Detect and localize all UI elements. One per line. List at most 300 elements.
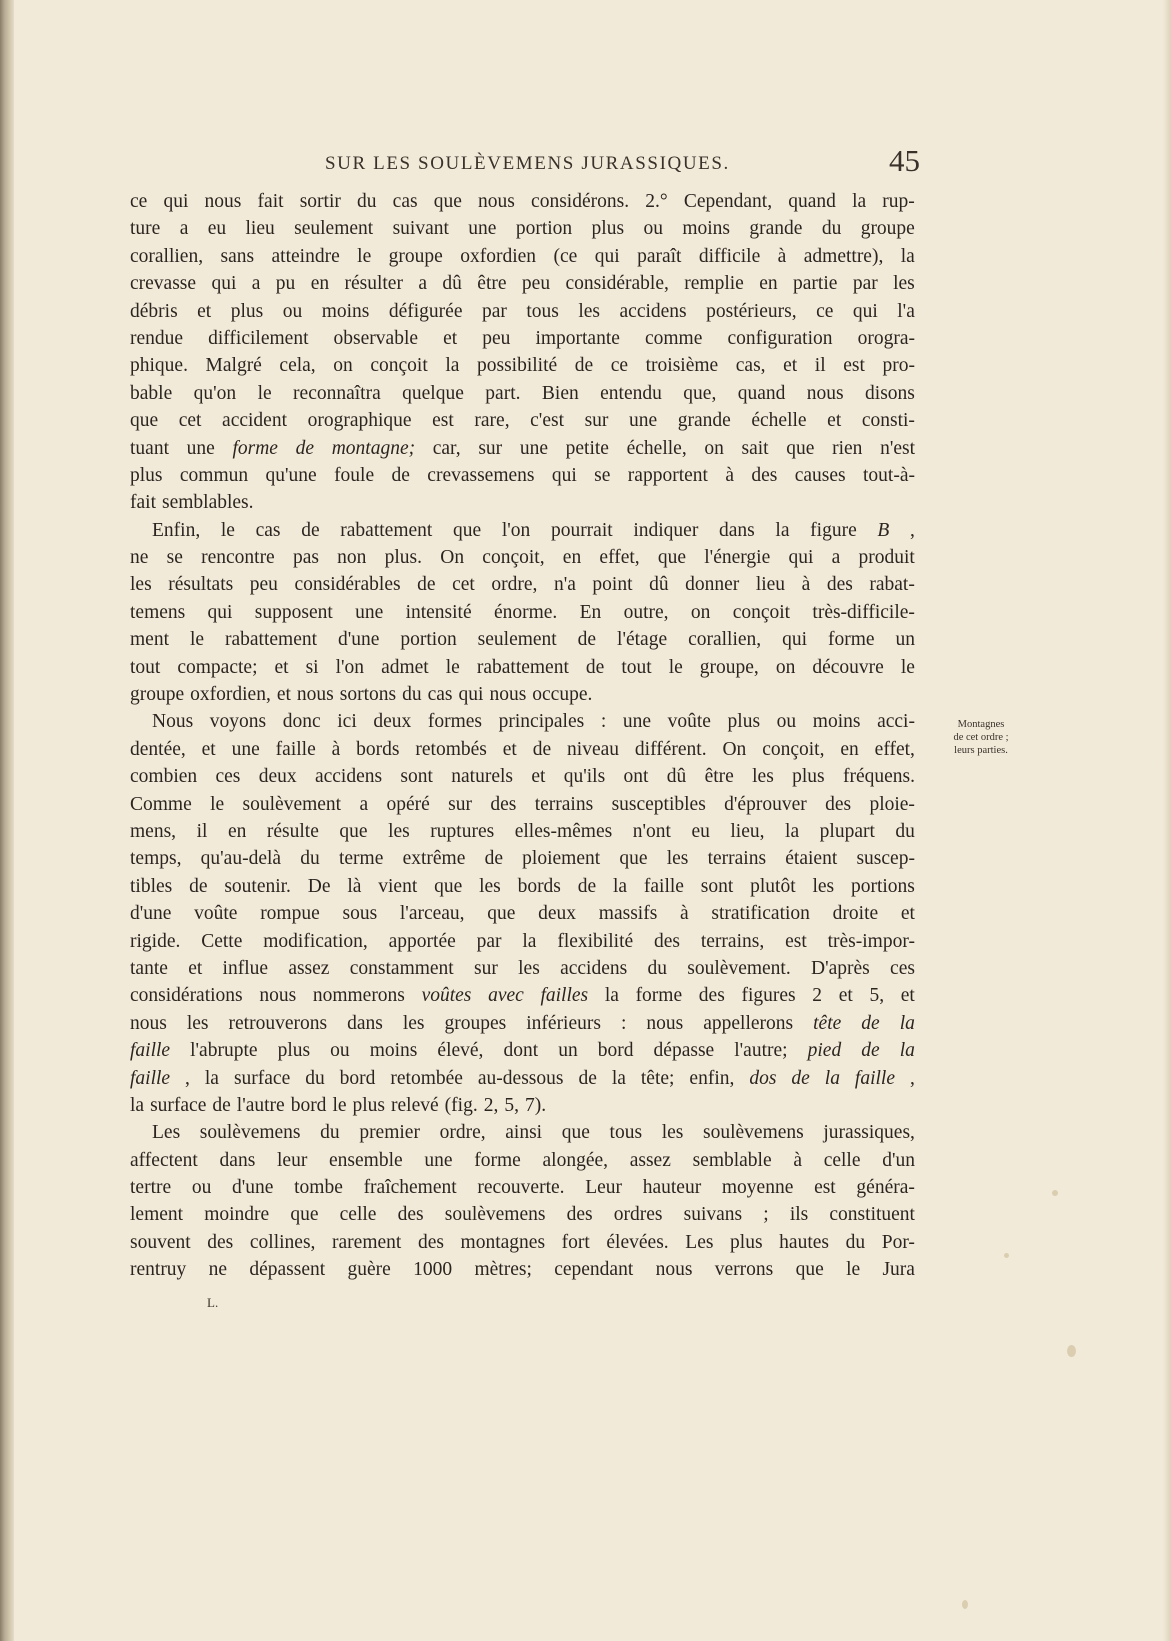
- word: ordre,: [439, 1122, 486, 1144]
- word: n'a: [553, 574, 576, 596]
- word: à: [777, 245, 787, 267]
- word: principales: [498, 711, 585, 733]
- word: peu: [521, 273, 551, 295]
- word: les: [388, 820, 410, 842]
- word: généra-: [856, 1177, 915, 1199]
- word: rencontre: [201, 547, 275, 569]
- word: atteindre: [271, 245, 340, 267]
- word: moindre: [204, 1204, 270, 1226]
- word: de: [861, 1040, 880, 1062]
- word: ce: [816, 300, 834, 322]
- word: pourrait: [550, 519, 613, 541]
- word: ont: [623, 766, 649, 788]
- word: 2: [812, 985, 823, 1007]
- word: peu: [482, 327, 511, 349]
- word: découvre: [812, 656, 884, 678]
- word: les: [893, 273, 915, 295]
- word: moyenne: [721, 1177, 794, 1199]
- word: Malgré: [205, 355, 262, 377]
- word: entendu: [600, 382, 662, 404]
- word: que,: [683, 382, 717, 404]
- word: accidens: [314, 766, 383, 788]
- word: oxfordien,: [190, 684, 271, 706]
- word: constituent: [829, 1204, 915, 1226]
- word: a: [831, 547, 841, 569]
- word: de: [189, 875, 208, 897]
- word: En: [579, 601, 602, 623]
- word: ici: [337, 711, 357, 733]
- word: opéré: [386, 793, 430, 815]
- word: conçoit,: [762, 738, 825, 760]
- word: qui: [782, 629, 808, 651]
- word: ou: [191, 1177, 212, 1199]
- word: au-dessous: [477, 1067, 564, 1089]
- word: mens,: [130, 820, 177, 842]
- word: les: [518, 957, 540, 979]
- word: oxfordien: [460, 245, 537, 267]
- word: et: [274, 656, 289, 678]
- word: n'est: [880, 437, 915, 459]
- word: outre,: [623, 601, 669, 623]
- word: l'on: [501, 519, 531, 541]
- word: défigurée: [388, 300, 463, 322]
- word: une: [622, 711, 651, 733]
- word: dépasse: [653, 1040, 715, 1062]
- word: des: [397, 1204, 424, 1226]
- word: considérons.: [531, 191, 630, 212]
- word: ;: [763, 1204, 769, 1226]
- word: cas: [392, 191, 418, 212]
- word: du: [402, 684, 422, 706]
- text-line: [130, 188, 920, 215]
- word: mètres;: [474, 1259, 532, 1281]
- word: D'après: [811, 957, 870, 979]
- word: deux: [373, 711, 412, 733]
- word: supposent: [254, 601, 333, 623]
- word: ensemble: [329, 1149, 403, 1171]
- word: d'un: [882, 1149, 915, 1171]
- word: cet: [452, 574, 475, 596]
- word: considérations: [130, 985, 243, 1007]
- word: bords: [356, 738, 400, 760]
- word: sont: [400, 766, 433, 788]
- word: la: [899, 1040, 915, 1062]
- word: le: [210, 793, 225, 815]
- word: résulte: [266, 820, 319, 842]
- word: que: [795, 1259, 824, 1281]
- word: retrouverons: [228, 1012, 328, 1034]
- word: assez: [288, 957, 330, 979]
- word: pas: [292, 547, 319, 569]
- word: configuration: [727, 327, 833, 349]
- word: sur: [584, 410, 609, 432]
- word: l'étage: [617, 629, 668, 651]
- word: à: [793, 1149, 802, 1171]
- word: des: [825, 793, 852, 815]
- word: la: [612, 875, 628, 897]
- word: 7).: [524, 1094, 547, 1116]
- word: on: [704, 437, 724, 459]
- word: portions: [850, 875, 915, 897]
- word: forme: [827, 629, 875, 651]
- word: que: [433, 191, 462, 212]
- word: la: [852, 191, 867, 212]
- word: l'énergie: [704, 547, 771, 569]
- word: rabattement: [224, 629, 318, 651]
- word: postérieurs,: [706, 300, 797, 322]
- word: le: [332, 1094, 347, 1116]
- word: faille: [130, 1040, 171, 1062]
- word: faille: [643, 875, 684, 897]
- word: une: [519, 437, 548, 459]
- word: deux: [538, 903, 577, 925]
- word: des: [654, 930, 680, 952]
- text-line: [130, 298, 920, 325]
- word: Cependant,: [683, 191, 773, 212]
- word: sur: [448, 793, 472, 815]
- word: rare,: [474, 410, 510, 432]
- word: collines,: [249, 1231, 316, 1253]
- word: plus.: [384, 547, 423, 569]
- word: à: [725, 464, 734, 486]
- word: retombée: [390, 1067, 463, 1089]
- word: rigide.: [130, 930, 181, 952]
- text-line: [130, 215, 920, 242]
- word: une: [629, 410, 658, 432]
- text-line: [130, 380, 920, 407]
- word: moins: [321, 300, 370, 322]
- word: donner: [685, 574, 740, 596]
- word: leur: [277, 1149, 308, 1171]
- word: non: [337, 547, 367, 569]
- word: part.: [485, 382, 521, 404]
- word: a: [179, 218, 189, 240]
- text-line: [130, 845, 920, 872]
- margin-note-line: leurs parties.: [954, 745, 1008, 756]
- word: indiquer: [633, 519, 699, 541]
- text-line: [130, 1092, 920, 1119]
- word: a: [251, 273, 261, 295]
- word: de: [417, 574, 436, 596]
- word: les: [402, 1012, 425, 1034]
- word: tout-à-: [863, 464, 915, 486]
- word: sortons: [339, 684, 397, 706]
- word: dans: [219, 1149, 256, 1171]
- word: la: [824, 1067, 840, 1089]
- word: niveau: [567, 738, 620, 760]
- word: bord: [339, 1067, 376, 1089]
- word: échelle,: [626, 437, 687, 459]
- text-line: [130, 1201, 920, 1228]
- word: le: [900, 656, 915, 678]
- word: disons: [865, 382, 915, 404]
- word: ,: [185, 1067, 190, 1089]
- word: moins: [369, 1040, 418, 1062]
- word: par: [476, 930, 502, 952]
- word: partie: [793, 273, 838, 295]
- word: très-difficile-: [812, 601, 915, 623]
- text-line: [130, 1174, 920, 1201]
- word: le: [220, 519, 235, 541]
- word: crevasse: [130, 273, 197, 295]
- word: 2.°: [645, 191, 668, 212]
- word: que: [487, 903, 516, 925]
- word: échelle: [751, 410, 807, 432]
- word: par: [852, 273, 878, 295]
- word: bable: [130, 382, 173, 404]
- word: la: [611, 1067, 626, 1089]
- word: modification,: [263, 930, 368, 952]
- word: ou: [776, 711, 797, 733]
- word: de: [301, 519, 320, 541]
- word: portion: [400, 629, 457, 651]
- text-line: [130, 462, 920, 489]
- word: (fig.: [444, 1094, 478, 1116]
- word: influe: [222, 957, 269, 979]
- word: les: [130, 574, 152, 596]
- word: les: [666, 848, 689, 870]
- margin-note-line: de cet ordre ;: [953, 732, 1009, 743]
- word: débris: [130, 300, 178, 322]
- word: qui: [551, 464, 577, 486]
- word: nous: [655, 1259, 693, 1281]
- word: conçoit: [732, 601, 791, 623]
- word: apportée: [388, 930, 456, 952]
- word: que: [434, 875, 463, 897]
- word: portion: [515, 218, 573, 240]
- word: qu'au-delà: [200, 848, 282, 870]
- word: terrains: [707, 848, 767, 870]
- word: résulter: [344, 273, 403, 295]
- word: et: [900, 903, 915, 925]
- word: plus: [277, 1040, 311, 1062]
- word: 5,: [504, 1094, 519, 1116]
- word: reconnaîtra: [293, 382, 381, 404]
- word: un: [895, 629, 915, 651]
- word: dû: [442, 273, 462, 295]
- text-line: [130, 708, 920, 735]
- word: Nous: [152, 711, 194, 733]
- word: du: [300, 848, 320, 870]
- word: voyons: [209, 711, 267, 733]
- word: 5,: [869, 985, 885, 1007]
- word: des: [566, 1204, 593, 1226]
- word: vient: [378, 875, 418, 897]
- word: des: [207, 1231, 234, 1253]
- text-line: [130, 517, 920, 544]
- word: de: [484, 848, 503, 870]
- word: qu'ils: [563, 766, 606, 788]
- word: des: [698, 985, 725, 1007]
- text-line: [130, 352, 920, 379]
- word: de: [577, 875, 597, 897]
- text-line: [130, 1065, 920, 1092]
- word: stratification: [711, 903, 810, 925]
- word: étaient: [785, 848, 838, 870]
- word: voûte: [194, 903, 238, 925]
- word: dû: [666, 766, 687, 788]
- word: soutenir.: [224, 875, 291, 897]
- word: temens: [130, 601, 186, 623]
- word: soulèvemens: [199, 1122, 301, 1144]
- word: B: [877, 519, 890, 541]
- word: de: [391, 464, 410, 486]
- word: les: [661, 1122, 684, 1144]
- word: orogra-: [857, 327, 915, 349]
- word: occupe.: [532, 684, 593, 706]
- word: les: [578, 300, 601, 322]
- word: une: [468, 218, 497, 240]
- word: accident: [222, 410, 288, 432]
- word: les: [812, 875, 835, 897]
- word: rabattement: [340, 519, 433, 541]
- word: il: [196, 820, 208, 842]
- word: rabat-: [869, 574, 915, 596]
- word: causes: [794, 464, 846, 486]
- word: le: [846, 1259, 861, 1281]
- word: inférieurs: [526, 1012, 601, 1034]
- word: que: [453, 519, 482, 541]
- word: (ce: [553, 245, 578, 267]
- word: se: [594, 464, 611, 486]
- word: le: [668, 656, 683, 678]
- word: plus: [591, 218, 625, 240]
- word: appellerons: [703, 1012, 794, 1034]
- word: troisième: [645, 355, 719, 377]
- text-line: [130, 325, 920, 352]
- word: de: [791, 1067, 810, 1089]
- word: du: [357, 191, 377, 212]
- word: de: [585, 656, 605, 678]
- word: en: [840, 738, 859, 760]
- word: que: [786, 437, 815, 459]
- word: rompue: [260, 903, 320, 925]
- word: rien: [832, 437, 863, 459]
- word: de: [212, 1094, 231, 1116]
- word: considérables: [294, 574, 401, 596]
- word: sous: [342, 903, 378, 925]
- word: l'on: [335, 656, 365, 678]
- word: nous: [646, 1012, 684, 1034]
- text-line: [130, 900, 920, 927]
- word: orographique: [307, 410, 412, 432]
- word: la: [899, 1012, 915, 1034]
- word: soulèvemens: [703, 1122, 804, 1144]
- word: de: [861, 1012, 880, 1034]
- word: la: [604, 985, 619, 1007]
- word: nous: [259, 985, 297, 1007]
- word: 2,: [483, 1094, 499, 1116]
- word: être: [704, 766, 734, 788]
- word: lieu: [755, 574, 786, 596]
- word: et: [443, 327, 458, 349]
- word: à: [801, 574, 811, 596]
- word: l'a: [897, 300, 915, 322]
- word: une: [424, 1149, 453, 1171]
- word: dépassent: [249, 1259, 326, 1281]
- word: faille: [130, 1067, 171, 1089]
- word: une: [186, 437, 215, 459]
- word: plupart: [819, 820, 875, 842]
- text-line: [130, 928, 920, 955]
- word: des: [751, 464, 778, 486]
- word: soulèvement.: [687, 957, 791, 979]
- word: ruptures: [430, 820, 495, 842]
- word: qui: [211, 273, 237, 295]
- text-line: [130, 654, 920, 681]
- word: grande: [677, 410, 731, 432]
- word: dentée,: [130, 738, 186, 760]
- word: pied: [807, 1040, 842, 1062]
- word: pro-: [882, 355, 915, 377]
- word: sortir: [299, 191, 341, 212]
- word: cela,: [279, 355, 316, 377]
- word: très-impor-: [827, 930, 915, 952]
- word: souvent: [130, 1231, 191, 1253]
- word: de: [295, 437, 315, 459]
- word: que: [619, 848, 648, 870]
- word: est: [843, 355, 865, 377]
- word: bords: [517, 875, 561, 897]
- word: une: [355, 601, 384, 623]
- word: et: [900, 985, 915, 1007]
- word: petite: [565, 437, 609, 459]
- word: l'abrupte: [190, 1040, 258, 1062]
- word: élevé,: [437, 1040, 484, 1062]
- word: sur: [478, 437, 503, 459]
- word: ne: [208, 1259, 228, 1281]
- word: plus: [130, 464, 163, 486]
- word: lieu: [245, 218, 275, 240]
- word: là: [347, 875, 362, 897]
- word: rup-: [882, 191, 915, 212]
- word: groupe: [130, 684, 185, 706]
- word: voûtes: [421, 985, 472, 1007]
- word: qui: [207, 601, 233, 623]
- word: Enfin,: [152, 519, 201, 541]
- word: ment: [130, 629, 169, 651]
- text-line: [130, 681, 920, 708]
- word: un: [558, 1040, 578, 1062]
- word: produit: [858, 547, 915, 569]
- word: consti-: [861, 410, 915, 432]
- word: elles-mêmes: [514, 820, 613, 842]
- word: tombe: [294, 1177, 343, 1199]
- word: que: [290, 1204, 319, 1226]
- word: tout: [621, 656, 652, 678]
- word: surface: [150, 1094, 207, 1116]
- text-line: [130, 599, 920, 626]
- word: et: [783, 355, 798, 377]
- word: effet,: [874, 738, 915, 760]
- word: peu: [249, 574, 278, 596]
- word: dû: [649, 574, 669, 596]
- book-binding-edge: [0, 0, 14, 1641]
- word: groupe,: [699, 656, 759, 678]
- word: et: [838, 985, 853, 1007]
- word: les: [186, 1012, 209, 1034]
- word: d'une: [337, 629, 380, 651]
- word: rabattement: [476, 656, 569, 678]
- word: et: [502, 738, 517, 760]
- word: ture: [130, 218, 161, 240]
- word: Por-: [881, 1231, 915, 1253]
- word: acci-: [877, 711, 915, 733]
- word: ou: [330, 1040, 350, 1062]
- word: ne: [130, 547, 149, 569]
- word: :: [600, 711, 607, 733]
- word: intensité: [405, 601, 472, 623]
